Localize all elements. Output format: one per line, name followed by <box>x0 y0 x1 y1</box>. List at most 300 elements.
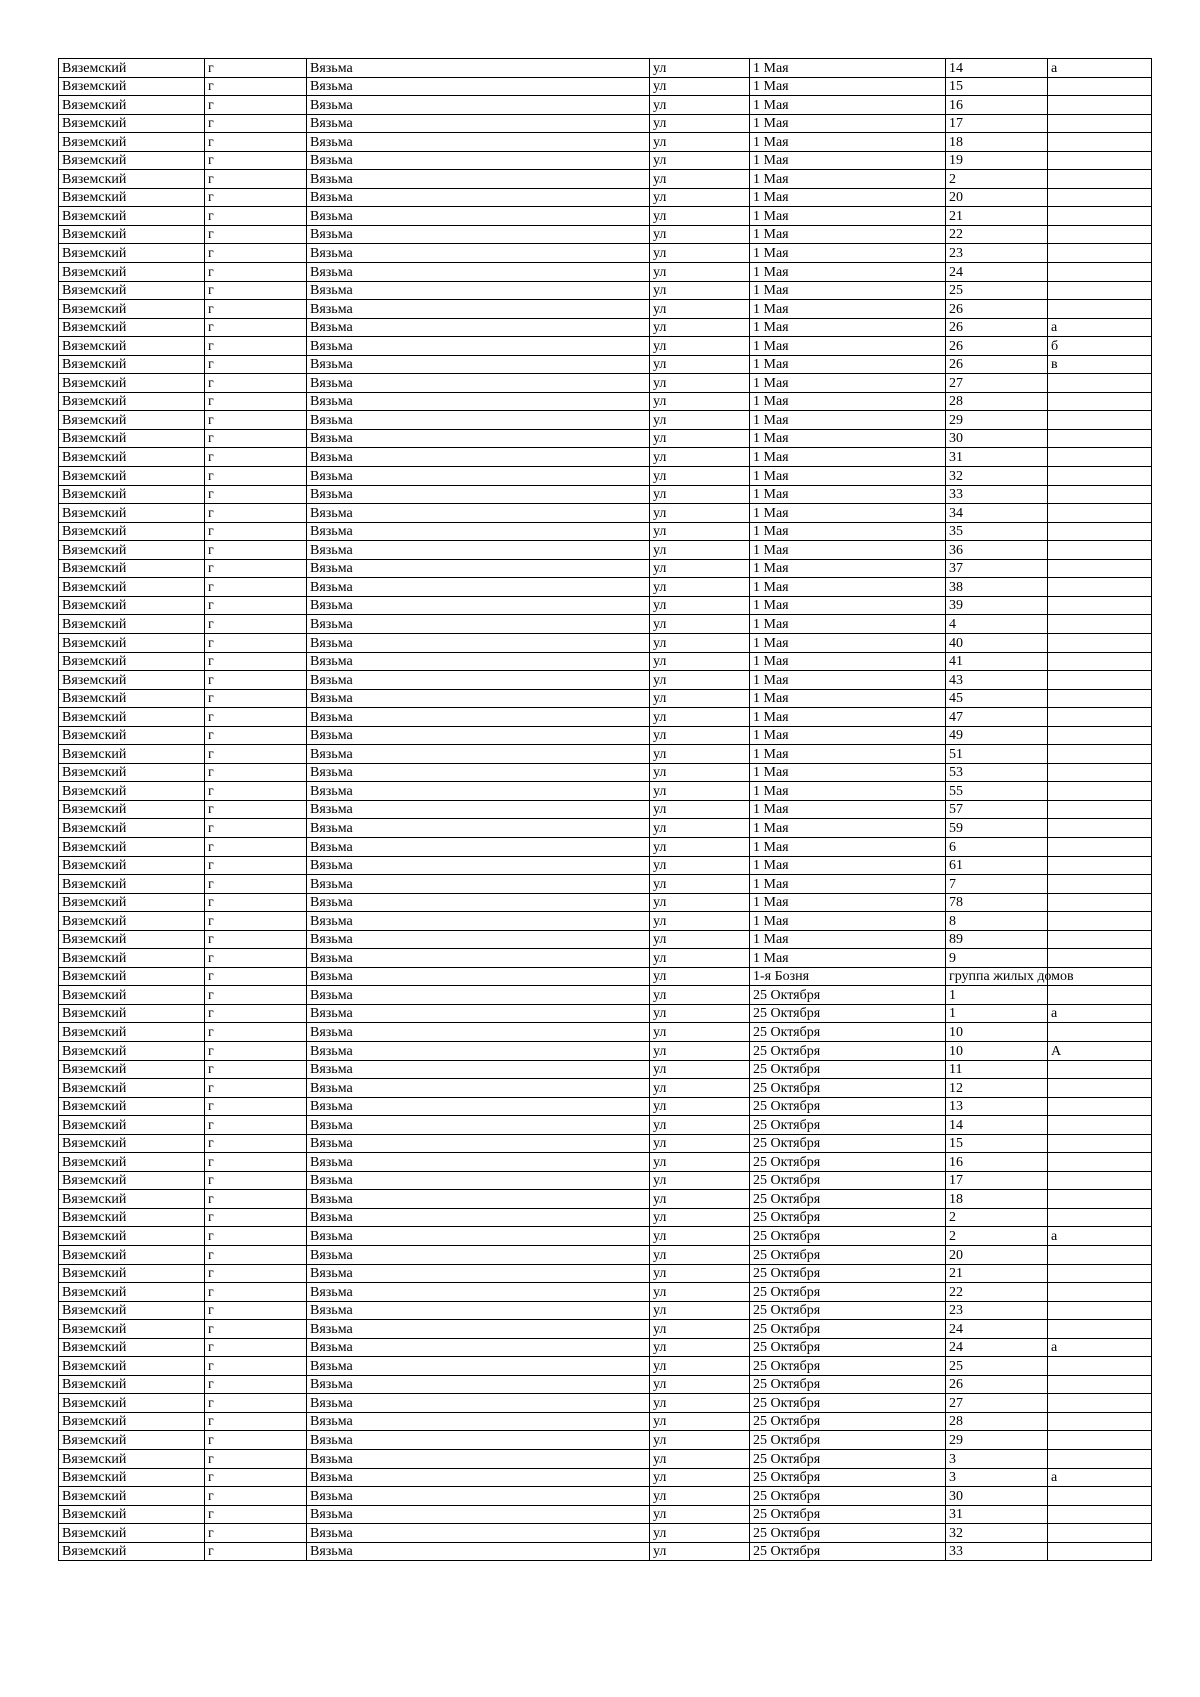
street-cell: 25 Октября <box>750 1431 946 1450</box>
locality-cell: Вязьма <box>307 726 650 745</box>
table-row <box>59 782 1152 801</box>
building-cell <box>1048 429 1152 448</box>
house-cell: 20 <box>946 1246 1048 1265</box>
building-cell <box>1048 1487 1152 1506</box>
street-cell: 25 Октября <box>750 1041 946 1060</box>
district-cell: Вяземский <box>59 170 205 189</box>
locality-cell: Вязьма <box>307 949 650 968</box>
building-cell: а <box>1048 318 1152 337</box>
street-cell: 1 Мая <box>750 559 946 578</box>
building-cell: в <box>1048 355 1152 374</box>
street-cell: 25 Октября <box>750 986 946 1005</box>
locality-cell: Вязьма <box>307 800 650 819</box>
street-cell: 25 Октября <box>750 1375 946 1394</box>
locality-cell: Вязьма <box>307 1320 650 1339</box>
house-cell: 28 <box>946 1412 1048 1431</box>
locality-type-cell: г <box>205 819 307 838</box>
district-cell: Вяземский <box>59 800 205 819</box>
locality-type-cell: г <box>205 1283 307 1302</box>
building-cell <box>1048 448 1152 467</box>
district-cell: Вяземский <box>59 467 205 486</box>
house-cell: 16 <box>946 96 1048 115</box>
locality-type-cell: г <box>205 837 307 856</box>
building-cell <box>1048 1283 1152 1302</box>
district-cell: Вяземский <box>59 1283 205 1302</box>
building-cell <box>1048 1320 1152 1339</box>
building-cell <box>1048 652 1152 671</box>
district-cell: Вяземский <box>59 1301 205 1320</box>
building-cell <box>1048 133 1152 152</box>
locality-cell: Вязьма <box>307 541 650 560</box>
table-row <box>59 281 1152 300</box>
street-type-cell: ул <box>650 652 750 671</box>
house-cell: 28 <box>946 392 1048 411</box>
street-cell: 25 Октября <box>750 1450 946 1469</box>
district-cell: Вяземский <box>59 1264 205 1283</box>
street-type-cell: ул <box>650 1468 750 1487</box>
table-row <box>59 1338 1152 1357</box>
table-row <box>59 1431 1152 1450</box>
locality-type-cell: г <box>205 263 307 282</box>
table-row <box>59 392 1152 411</box>
locality-cell: Вязьма <box>307 1505 650 1524</box>
house-cell: 31 <box>946 448 1048 467</box>
house-cell: 35 <box>946 522 1048 541</box>
house-cell: 47 <box>946 708 1048 727</box>
building-cell <box>1048 875 1152 894</box>
house-cell: 17 <box>946 114 1048 133</box>
locality-type-cell: г <box>205 578 307 597</box>
locality-cell: Вязьма <box>307 1264 650 1283</box>
locality-type-cell: г <box>205 1542 307 1561</box>
street-cell: 1 Мая <box>750 578 946 597</box>
building-cell <box>1048 1190 1152 1209</box>
street-type-cell: ул <box>650 726 750 745</box>
house-cell: 30 <box>946 429 1048 448</box>
locality-cell: Вязьма <box>307 745 650 764</box>
street-type-cell: ул <box>650 1190 750 1209</box>
district-cell: Вяземский <box>59 1505 205 1524</box>
table-row <box>59 986 1152 1005</box>
table-row <box>59 337 1152 356</box>
building-cell <box>1048 912 1152 931</box>
street-type-cell: ул <box>650 504 750 523</box>
street-cell: 1 Мая <box>750 708 946 727</box>
locality-cell: Вязьма <box>307 355 650 374</box>
locality-cell: Вязьма <box>307 893 650 912</box>
house-cell: 22 <box>946 1283 1048 1302</box>
street-cell: 25 Октября <box>750 1134 946 1153</box>
house-cell: 3 <box>946 1450 1048 1469</box>
building-cell <box>1048 856 1152 875</box>
street-cell: 1 Мая <box>750 485 946 504</box>
locality-type-cell: г <box>205 374 307 393</box>
district-cell: Вяземский <box>59 485 205 504</box>
street-cell: 1 Мая <box>750 411 946 430</box>
table-row <box>59 967 1152 986</box>
house-cell: 24 <box>946 1338 1048 1357</box>
house-cell: 22 <box>946 225 1048 244</box>
street-cell: 1 Мая <box>750 281 946 300</box>
street-type-cell: ул <box>650 1004 750 1023</box>
table-row <box>59 1134 1152 1153</box>
street-type-cell: ул <box>650 1487 750 1506</box>
building-cell <box>1048 1450 1152 1469</box>
street-cell: 1 Мая <box>750 263 946 282</box>
building-cell <box>1048 578 1152 597</box>
street-cell: 25 Октября <box>750 1524 946 1543</box>
house-cell: 23 <box>946 244 1048 263</box>
table-row <box>59 1487 1152 1506</box>
building-cell: б <box>1048 337 1152 356</box>
street-cell: 1 Мая <box>750 689 946 708</box>
locality-cell: Вязьма <box>307 1283 650 1302</box>
locality-type-cell: г <box>205 1264 307 1283</box>
locality-cell: Вязьма <box>307 1487 650 1506</box>
building-cell <box>1048 1116 1152 1135</box>
district-cell: Вяземский <box>59 893 205 912</box>
locality-type-cell: г <box>205 300 307 319</box>
district-cell: Вяземский <box>59 1023 205 1042</box>
building-cell <box>1048 1079 1152 1098</box>
locality-cell: Вязьма <box>307 689 650 708</box>
street-type-cell: ул <box>650 615 750 634</box>
building-cell <box>1048 1153 1152 1172</box>
street-cell: 1 Мая <box>750 596 946 615</box>
table-row <box>59 318 1152 337</box>
table-row <box>59 1208 1152 1227</box>
table-row <box>59 633 1152 652</box>
district-cell: Вяземский <box>59 745 205 764</box>
locality-cell: Вязьма <box>307 1468 650 1487</box>
building-cell <box>1048 1542 1152 1561</box>
street-type-cell: ул <box>650 467 750 486</box>
house-cell: 59 <box>946 819 1048 838</box>
district-cell: Вяземский <box>59 1060 205 1079</box>
building-cell <box>1048 559 1152 578</box>
table-row <box>59 77 1152 96</box>
locality-type-cell: г <box>205 800 307 819</box>
street-type-cell: ул <box>650 1079 750 1098</box>
building-cell <box>1048 374 1152 393</box>
street-type-cell: ул <box>650 318 750 337</box>
house-cell: 40 <box>946 633 1048 652</box>
building-cell <box>1048 411 1152 430</box>
table-row <box>59 1375 1152 1394</box>
building-cell <box>1048 800 1152 819</box>
building-cell <box>1048 837 1152 856</box>
table-row <box>59 133 1152 152</box>
street-cell: 25 Октября <box>750 1079 946 1098</box>
locality-type-cell: г <box>205 188 307 207</box>
district-cell: Вяземский <box>59 133 205 152</box>
house-cell: 18 <box>946 133 1048 152</box>
locality-type-cell: г <box>205 1171 307 1190</box>
house-cell: 15 <box>946 1134 1048 1153</box>
table-row <box>59 1023 1152 1042</box>
building-cell <box>1048 188 1152 207</box>
locality-type-cell: г <box>205 96 307 115</box>
street-type-cell: ул <box>650 1542 750 1561</box>
house-cell: 38 <box>946 578 1048 597</box>
locality-cell: Вязьма <box>307 1450 650 1469</box>
locality-cell: Вязьма <box>307 1227 650 1246</box>
district-cell: Вяземский <box>59 207 205 226</box>
building-cell <box>1048 1375 1152 1394</box>
district-cell: Вяземский <box>59 244 205 263</box>
table-row <box>59 1190 1152 1209</box>
street-type-cell: ул <box>650 114 750 133</box>
locality-cell: Вязьма <box>307 615 650 634</box>
street-cell: 1 Мая <box>750 59 946 78</box>
table-row <box>59 448 1152 467</box>
street-type-cell: ул <box>650 1301 750 1320</box>
district-cell: Вяземский <box>59 930 205 949</box>
locality-type-cell: г <box>205 986 307 1005</box>
locality-type-cell: г <box>205 244 307 263</box>
district-cell: Вяземский <box>59 1134 205 1153</box>
street-cell: 1 Мая <box>750 318 946 337</box>
table-row <box>59 1505 1152 1524</box>
locality-cell: Вязьма <box>307 411 650 430</box>
street-type-cell: ул <box>650 1023 750 1042</box>
locality-cell: Вязьма <box>307 188 650 207</box>
street-type-cell: ул <box>650 541 750 560</box>
district-cell: Вяземский <box>59 726 205 745</box>
street-type-cell: ул <box>650 949 750 968</box>
street-cell: 25 Октября <box>750 1264 946 1283</box>
locality-cell: Вязьма <box>307 1079 650 1098</box>
locality-cell: Вязьма <box>307 244 650 263</box>
house-cell: 34 <box>946 504 1048 523</box>
street-type-cell: ул <box>650 1116 750 1135</box>
table-row <box>59 671 1152 690</box>
street-type-cell: ул <box>650 559 750 578</box>
street-cell: 1 Мая <box>750 355 946 374</box>
district-cell: Вяземский <box>59 615 205 634</box>
locality-cell: Вязьма <box>307 633 650 652</box>
street-type-cell: ул <box>650 1338 750 1357</box>
locality-type-cell: г <box>205 689 307 708</box>
district-cell: Вяземский <box>59 522 205 541</box>
locality-cell: Вязьма <box>307 1023 650 1042</box>
table-row <box>59 1320 1152 1339</box>
table-row <box>59 1301 1152 1320</box>
table-row <box>59 244 1152 263</box>
street-cell: 25 Октября <box>750 1338 946 1357</box>
house-cell: 2 <box>946 1227 1048 1246</box>
street-cell: 1 Мая <box>750 244 946 263</box>
building-cell <box>1048 151 1152 170</box>
table-row <box>59 1004 1152 1023</box>
street-type-cell: ул <box>650 1097 750 1116</box>
house-cell: 32 <box>946 467 1048 486</box>
street-cell: 1 Мая <box>750 429 946 448</box>
street-cell: 1 Мая <box>750 114 946 133</box>
locality-type-cell: г <box>205 504 307 523</box>
locality-type-cell: г <box>205 1116 307 1135</box>
house-cell: 36 <box>946 541 1048 560</box>
table-row <box>59 374 1152 393</box>
locality-cell: Вязьма <box>307 225 650 244</box>
table-row <box>59 1450 1152 1469</box>
locality-type-cell: г <box>205 1412 307 1431</box>
street-type-cell: ул <box>650 448 750 467</box>
building-cell <box>1048 763 1152 782</box>
table-row <box>59 1060 1152 1079</box>
district-cell: Вяземский <box>59 281 205 300</box>
table-row <box>59 1246 1152 1265</box>
street-cell: 1 Мая <box>750 96 946 115</box>
locality-cell: Вязьма <box>307 967 650 986</box>
building-cell <box>1048 485 1152 504</box>
district-cell: Вяземский <box>59 1320 205 1339</box>
house-cell: 78 <box>946 893 1048 912</box>
street-type-cell: ул <box>650 689 750 708</box>
street-type-cell: ул <box>650 281 750 300</box>
locality-cell: Вязьма <box>307 1542 650 1561</box>
district-cell: Вяземский <box>59 1394 205 1413</box>
street-type-cell: ул <box>650 77 750 96</box>
street-cell: 1 Мая <box>750 875 946 894</box>
street-type-cell: ул <box>650 930 750 949</box>
locality-type-cell: г <box>205 912 307 931</box>
table-row <box>59 1524 1152 1543</box>
locality-type-cell: г <box>205 967 307 986</box>
locality-type-cell: г <box>205 633 307 652</box>
building-cell: а <box>1048 59 1152 78</box>
street-type-cell: ул <box>650 875 750 894</box>
house-cell: 18 <box>946 1190 1048 1209</box>
locality-type-cell: г <box>205 77 307 96</box>
locality-cell: Вязьма <box>307 429 650 448</box>
building-cell <box>1048 244 1152 263</box>
district-cell: Вяземский <box>59 504 205 523</box>
street-cell: 1 Мая <box>750 745 946 764</box>
street-type-cell: ул <box>650 1134 750 1153</box>
locality-cell: Вязьма <box>307 708 650 727</box>
street-cell: 25 Октября <box>750 1246 946 1265</box>
street-type-cell: ул <box>650 912 750 931</box>
district-cell: Вяземский <box>59 689 205 708</box>
street-cell: 25 Октября <box>750 1004 946 1023</box>
building-cell <box>1048 263 1152 282</box>
house-cell: 12 <box>946 1079 1048 1098</box>
locality-cell: Вязьма <box>307 1153 650 1172</box>
building-cell <box>1048 596 1152 615</box>
house-cell: 49 <box>946 726 1048 745</box>
locality-type-cell: г <box>205 1023 307 1042</box>
street-type-cell: ул <box>650 596 750 615</box>
building-cell <box>1048 467 1152 486</box>
street-type-cell: ул <box>650 1041 750 1060</box>
table-row <box>59 726 1152 745</box>
locality-cell: Вязьма <box>307 1301 650 1320</box>
building-cell <box>1048 1208 1152 1227</box>
locality-type-cell: г <box>205 392 307 411</box>
locality-cell: Вязьма <box>307 912 650 931</box>
street-type-cell: ул <box>650 263 750 282</box>
street-cell: 1 Мая <box>750 133 946 152</box>
locality-cell: Вязьма <box>307 1060 650 1079</box>
table-row <box>59 300 1152 319</box>
building-cell <box>1048 708 1152 727</box>
street-cell: 1 Мая <box>750 541 946 560</box>
house-cell: 10 <box>946 1041 1048 1060</box>
street-type-cell: ул <box>650 1246 750 1265</box>
street-cell: 1 Мая <box>750 837 946 856</box>
district-cell: Вяземский <box>59 392 205 411</box>
district-cell: Вяземский <box>59 1468 205 1487</box>
street-type-cell: ул <box>650 170 750 189</box>
locality-cell: Вязьма <box>307 1375 650 1394</box>
house-cell: 31 <box>946 1505 1048 1524</box>
building-cell <box>1048 170 1152 189</box>
locality-cell: Вязьма <box>307 133 650 152</box>
table-row <box>59 1283 1152 1302</box>
locality-cell: Вязьма <box>307 96 650 115</box>
house-cell: 11 <box>946 1060 1048 1079</box>
district-cell: Вяземский <box>59 1227 205 1246</box>
house-cell: 9 <box>946 949 1048 968</box>
house-cell: 25 <box>946 1357 1048 1376</box>
district-cell: Вяземский <box>59 300 205 319</box>
house-cell: 89 <box>946 930 1048 949</box>
district-cell: Вяземский <box>59 671 205 690</box>
street-cell: 25 Октября <box>750 1097 946 1116</box>
table-row <box>59 1041 1152 1060</box>
address-table <box>58 58 1152 1561</box>
street-cell: 25 Октября <box>750 1190 946 1209</box>
locality-type-cell: г <box>205 893 307 912</box>
locality-cell: Вязьма <box>307 1412 650 1431</box>
district-cell: Вяземский <box>59 355 205 374</box>
building-cell <box>1048 949 1152 968</box>
district-cell: Вяземский <box>59 1097 205 1116</box>
district-cell: Вяземский <box>59 949 205 968</box>
building-cell <box>1048 893 1152 912</box>
locality-type-cell: г <box>205 411 307 430</box>
street-type-cell: ул <box>650 893 750 912</box>
street-cell: 1 Мая <box>750 374 946 393</box>
house-cell: 55 <box>946 782 1048 801</box>
locality-cell: Вязьма <box>307 374 650 393</box>
street-cell: 25 Октября <box>750 1023 946 1042</box>
house-cell: 29 <box>946 411 1048 430</box>
street-cell: 25 Октября <box>750 1357 946 1376</box>
district-cell: Вяземский <box>59 151 205 170</box>
street-type-cell: ул <box>650 225 750 244</box>
street-type-cell: ул <box>650 1431 750 1450</box>
locality-cell: Вязьма <box>307 522 650 541</box>
street-cell: 25 Октября <box>750 1394 946 1413</box>
district-cell: Вяземский <box>59 1246 205 1265</box>
locality-type-cell: г <box>205 596 307 615</box>
house-cell: 1 <box>946 986 1048 1005</box>
building-cell <box>1048 986 1152 1005</box>
table-row <box>59 1394 1152 1413</box>
district-cell: Вяземский <box>59 1153 205 1172</box>
building-cell <box>1048 1264 1152 1283</box>
street-cell: 1 Мая <box>750 726 946 745</box>
district-cell: Вяземский <box>59 875 205 894</box>
table-row <box>59 96 1152 115</box>
house-cell: 26 <box>946 300 1048 319</box>
building-cell <box>1048 1357 1152 1376</box>
locality-type-cell: г <box>205 1134 307 1153</box>
locality-type-cell: г <box>205 467 307 486</box>
house-cell: 1 <box>946 1004 1048 1023</box>
